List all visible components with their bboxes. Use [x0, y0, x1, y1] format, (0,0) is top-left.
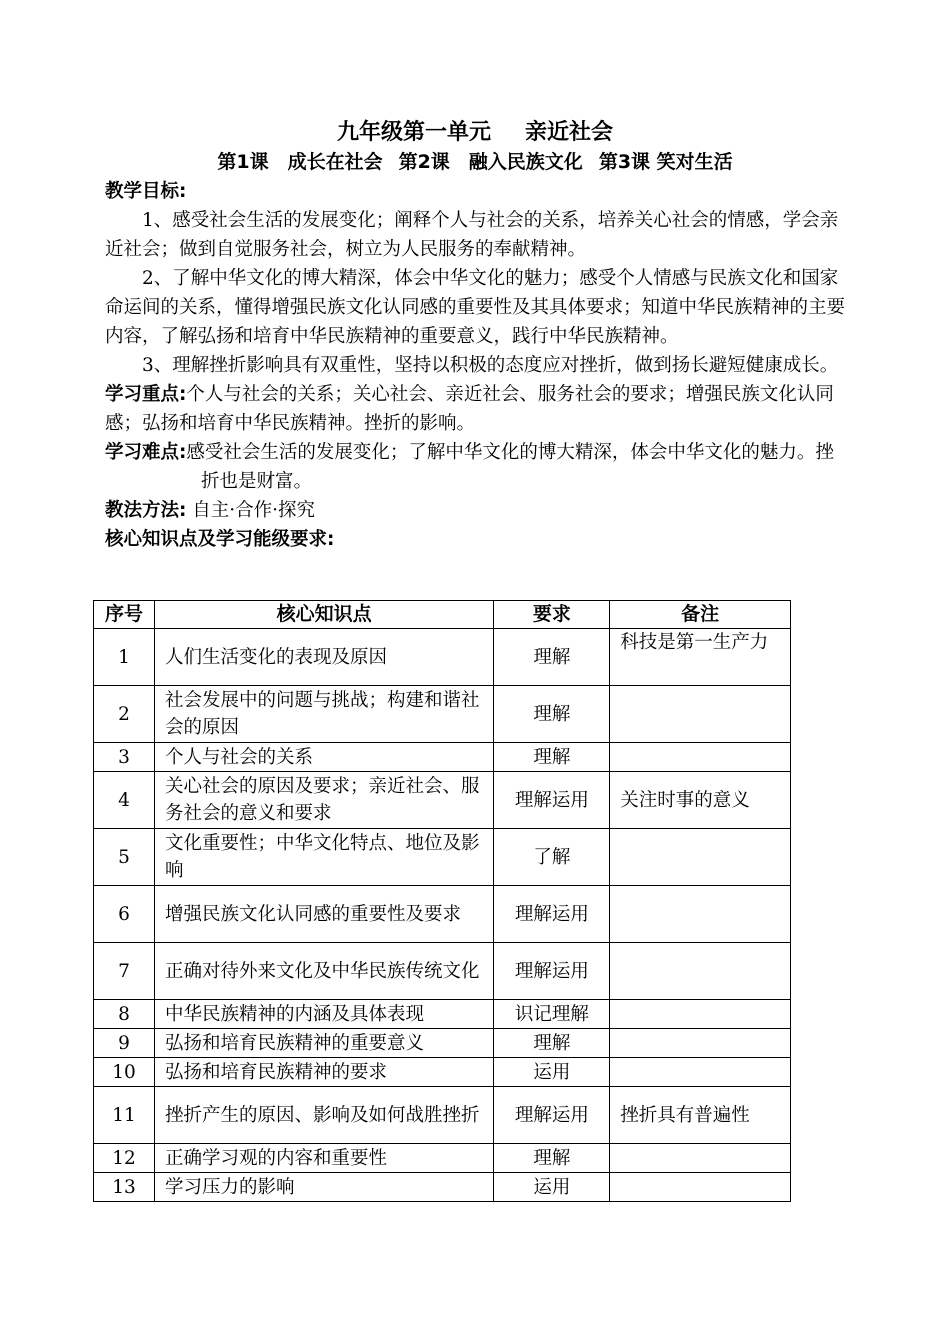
cell-req: 了解	[494, 829, 610, 886]
cell-no: 6	[94, 886, 155, 943]
cell-req: 运用	[494, 1173, 610, 1202]
cell-req: 理解	[494, 743, 610, 772]
cell-note: 科技是第一生产力	[610, 629, 791, 686]
method-text: 自主·合作·探究	[192, 500, 316, 521]
cell-no: 12	[94, 1144, 155, 1173]
method	[105, 496, 850, 525]
table-row	[94, 1058, 791, 1087]
cell-point: 挫折产生的原因、影响及如何战胜挫折	[154, 1087, 493, 1144]
goal-item-3: 3、理解挫折影响具有双重性，坚持以积极的态度应对挫折，做到扬长避短健康成长。	[142, 355, 839, 376]
cell-req: 理解运用	[494, 943, 610, 1000]
table-row	[94, 829, 791, 886]
table-row	[94, 1173, 791, 1202]
cell-req: 理解	[494, 1029, 610, 1058]
cell-note	[610, 1144, 791, 1173]
header-no: 序号	[94, 601, 155, 629]
key-points-label: 学习重点:	[105, 384, 187, 405]
table-row	[94, 943, 791, 1000]
cell-point: 文化重要性；中华文化特点、地位及影响	[154, 829, 493, 886]
cell-note	[610, 1058, 791, 1087]
lesson-2: 第2课 融入民族文化	[398, 151, 583, 173]
cell-req: 理解	[494, 1144, 610, 1173]
cell-point: 弘扬和培育民族精神的要求	[154, 1058, 493, 1087]
cell-point: 正确学习观的内容和重要性	[154, 1144, 493, 1173]
document-body	[105, 177, 850, 554]
table-caption: 核心知识点及学习能级要求:	[105, 529, 335, 550]
cell-point: 中华民族精神的内涵及具体表现	[154, 1000, 493, 1029]
difficulties-label: 学习难点:	[105, 442, 187, 463]
lesson-list	[0, 147, 950, 174]
cell-note	[610, 886, 791, 943]
cell-no: 4	[94, 772, 155, 829]
method-label: 教法方法:	[105, 500, 187, 521]
cell-note	[610, 1173, 791, 1202]
table-row	[94, 686, 791, 743]
cell-point: 个人与社会的关系	[154, 743, 493, 772]
knowledge-table	[93, 600, 791, 1202]
cell-req: 理解	[494, 686, 610, 743]
lesson-1: 第1课 成长在社会	[217, 151, 383, 173]
table-row	[94, 1000, 791, 1029]
cell-no: 11	[94, 1087, 155, 1144]
cell-no: 3	[94, 743, 155, 772]
cell-no: 10	[94, 1058, 155, 1087]
cell-point: 学习压力的影响	[154, 1173, 493, 1202]
cell-req: 运用	[494, 1058, 610, 1087]
cell-req: 理解运用	[494, 772, 610, 829]
cell-note	[610, 1029, 791, 1058]
cell-no: 9	[94, 1029, 155, 1058]
cell-note: 关注时事的意义	[610, 772, 791, 829]
cell-no: 7	[94, 943, 155, 1000]
cell-point: 人们生活变化的表现及原因	[154, 629, 493, 686]
cell-req: 识记理解	[494, 1000, 610, 1029]
cell-point: 增强民族文化认同感的重要性及要求	[154, 886, 493, 943]
cell-req: 理解运用	[494, 1087, 610, 1144]
difficulties	[105, 438, 850, 496]
cell-req: 理解	[494, 629, 610, 686]
cell-note: 挫折具有普遍性	[610, 1087, 791, 1144]
unit-title-main: 九年级第一单元	[336, 120, 491, 145]
cell-no: 5	[94, 829, 155, 886]
cell-no: 13	[94, 1173, 155, 1202]
cell-no: 2	[94, 686, 155, 743]
table-row	[94, 772, 791, 829]
cell-note	[610, 829, 791, 886]
cell-point: 关心社会的原因及要求；亲近社会、服务社会的意义和要求	[154, 772, 493, 829]
lesson-3: 第3课 笑对生活	[598, 151, 733, 173]
goal-item-2: 2、了解中华文化的博大精深，体会中华文化的魅力；感受个人情感与民族文化和国家命运间的关系，懂得增强民族文化认同感的重要性及其具体要求；知道中华民族精神的主要内容，了解弘扬和培育中华民族精神的重要意义，践行中华民族精神。	[105, 268, 846, 347]
cell-note	[610, 686, 791, 743]
table-row	[94, 1029, 791, 1058]
header-point: 核心知识点	[154, 601, 493, 629]
cell-point: 社会发展中的问题与挑战；构建和谐社会的原因	[154, 686, 493, 743]
cell-no: 8	[94, 1000, 155, 1029]
cell-req: 理解运用	[494, 886, 610, 943]
goals-heading: 教学目标:	[105, 181, 187, 202]
cell-note	[610, 743, 791, 772]
table-header-row	[94, 601, 791, 629]
table-row	[94, 743, 791, 772]
cell-note	[610, 1000, 791, 1029]
table-row	[94, 886, 791, 943]
unit-title	[0, 115, 950, 146]
table-row	[94, 1087, 791, 1144]
key-points-text: 个人与社会的关系；关心社会、亲近社会、服务社会的要求；增强民族文化认同感；弘扬和培育中华民族精神。挫折的影响。	[105, 384, 834, 434]
unit-title-sub: 亲近社会	[525, 120, 614, 145]
header-req: 要求	[494, 601, 610, 629]
key-points	[105, 380, 850, 438]
cell-note	[610, 943, 791, 1000]
table-row	[94, 1144, 791, 1173]
cell-point: 正确对待外来文化及中华民族传统文化	[154, 943, 493, 1000]
cell-point: 弘扬和培育民族精神的重要意义	[154, 1029, 493, 1058]
difficulties-text: 感受社会生活的发展变化；了解中华文化的博大精深，体会中华文化的魅力。挫折也是财富。	[186, 442, 834, 492]
goal-item-1: 1、感受社会生活的发展变化；阐释个人与社会的关系，培养关心社会的情感，学会亲近社会；做到自觉服务社会，树立为人民服务的奉献精神。	[105, 210, 839, 260]
header-note: 备注	[610, 601, 791, 629]
cell-no: 1	[94, 629, 155, 686]
table-row	[94, 629, 791, 686]
table-body	[94, 629, 791, 1202]
